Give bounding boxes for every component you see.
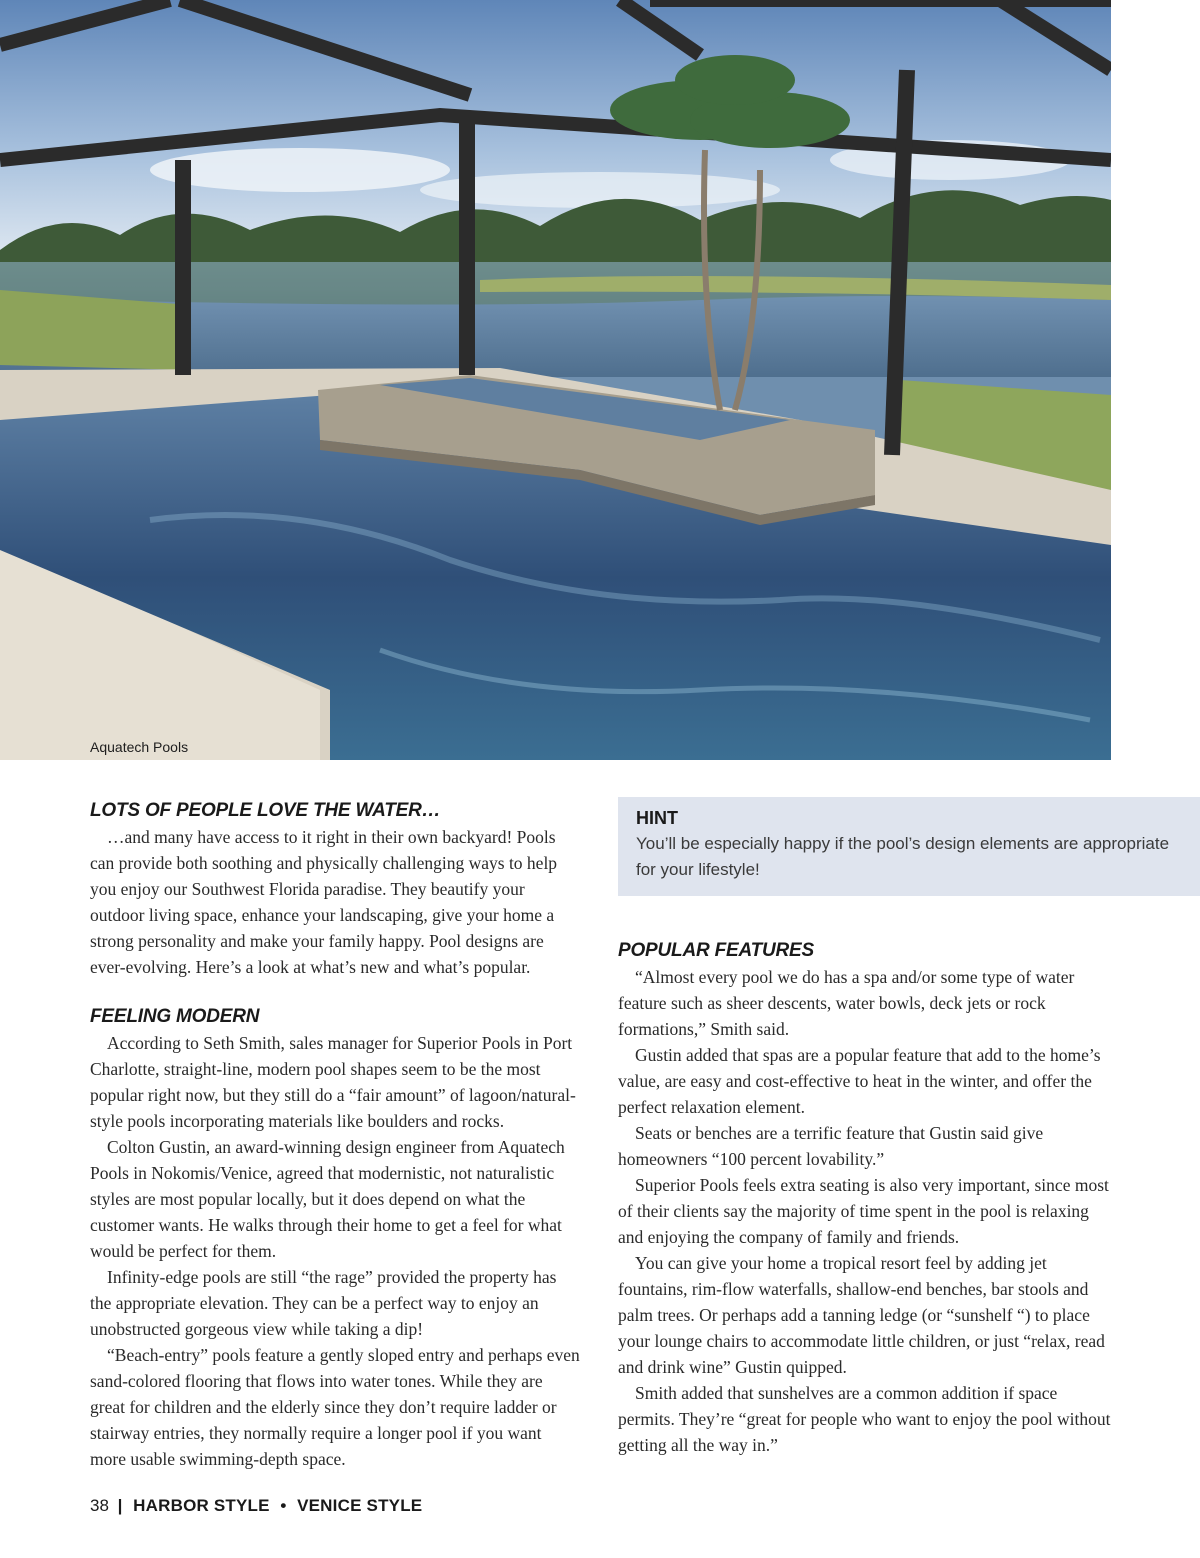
publication-name-harbor: HARBOR STYLE	[133, 1496, 270, 1515]
footer-separator: |	[117, 1496, 123, 1515]
paragraph: According to Seth Smith, sales manager for Superior Pools in Port Charlotte, straight-line, modern pool shapes seem to be the most popular right now, but they still do a “fair amount” of lagoon/natural-style pools incorporating materials like boulders and rocks.	[90, 1033, 576, 1131]
footer-dot: •	[280, 1496, 287, 1515]
paragraph: “Almost every pool we do has a spa and/or some type of water feature such as sheer descents, water bowls, deck jets or rock formations,” Smith said.	[618, 967, 1075, 1039]
section-heading: FEELING MODERN	[90, 1006, 260, 1027]
left-column	[90, 798, 580, 1472]
hint-box	[618, 797, 1200, 896]
photo-credit: Aquatech Pools	[90, 739, 189, 755]
paragraph: …and many have access to it right in their own backyard! Pools can provide both soothing and physically challenging ways to help you enjoy our Southwest Florida paradise. They beautify your outdoor living space, enhance your landscaping, give your home a strong personality and make your family happy. Pool designs are ever-evolving. Here’s a look at what’s new and what’s popular.	[90, 827, 558, 977]
pool-photo-illustration	[0, 0, 1111, 760]
paragraph: Colton Gustin, an award-winning design engineer from Aquatech Pools in Nokomis/Venice, agreed that modernistic, not naturalistic styles are most popular locally, but it does depend on what the customer wants. He walks through their home to get a feel for what would be perfect for them.	[90, 1137, 565, 1261]
paragraph: Superior Pools feels extra seating is also very important, since most of their clients say the majority of time spent in the pool is relaxing and enjoying the company of family and friends.	[618, 1175, 1109, 1247]
feeling-modern-section	[90, 1004, 580, 1472]
hint-title: HINT	[636, 808, 678, 828]
hint-text: You’ll be especially happy if the pool’s design elements are appropriate for your lifestyle!	[636, 834, 1170, 879]
right-column	[618, 938, 1112, 1458]
paragraph: Seats or benches are a terrific feature that Gustin said give homeowners “100 percent lovability.”	[618, 1123, 1044, 1169]
page-number: 38	[90, 1496, 109, 1515]
popular-features-section	[618, 938, 1112, 1458]
section-heading: LOTS OF PEOPLE LOVE THE WATER…	[90, 800, 441, 821]
page-footer	[90, 1496, 422, 1516]
pool-photo	[0, 0, 1111, 760]
intro-section	[90, 798, 580, 980]
paragraph: Gustin added that spas are a popular feature that add to the home’s value, are easy and cost-effective to heat in the winter, and offer the perfect relaxation element.	[618, 1045, 1101, 1117]
paragraph: “Beach-entry” pools feature a gently sloped entry and perhaps even sand-colored flooring that flows into water tones. While they are great for children and the elderly since they don’t require ladder or stairway entries, they normally require a longer pool if you want more usable swimming-depth space.	[90, 1345, 580, 1469]
paragraph: Infinity-edge pools are still “the rage” provided the property has the appropriate elevation. They can be a perfect way to enjoy an unobstructed gorgeous view while taking a dip!	[90, 1267, 557, 1339]
paragraph: Smith added that sunshelves are a common addition if space permits. They’re “great for people who want to enjoy the pool without getting all the way in.”	[618, 1383, 1111, 1455]
paragraph: You can give your home a tropical resort feel by adding jet fountains, rim-flow waterfalls, shallow-end benches, bar stools and palm trees. Or perhaps add a tanning ledge (or “sunshelf “) to place your lounge chairs to accommodate little children, or just “relax, read and drink wine” Gustin quipped.	[618, 1253, 1105, 1377]
publication-name-venice: VENICE STYLE	[297, 1496, 423, 1515]
section-heading: POPULAR FEATURES	[618, 940, 814, 961]
